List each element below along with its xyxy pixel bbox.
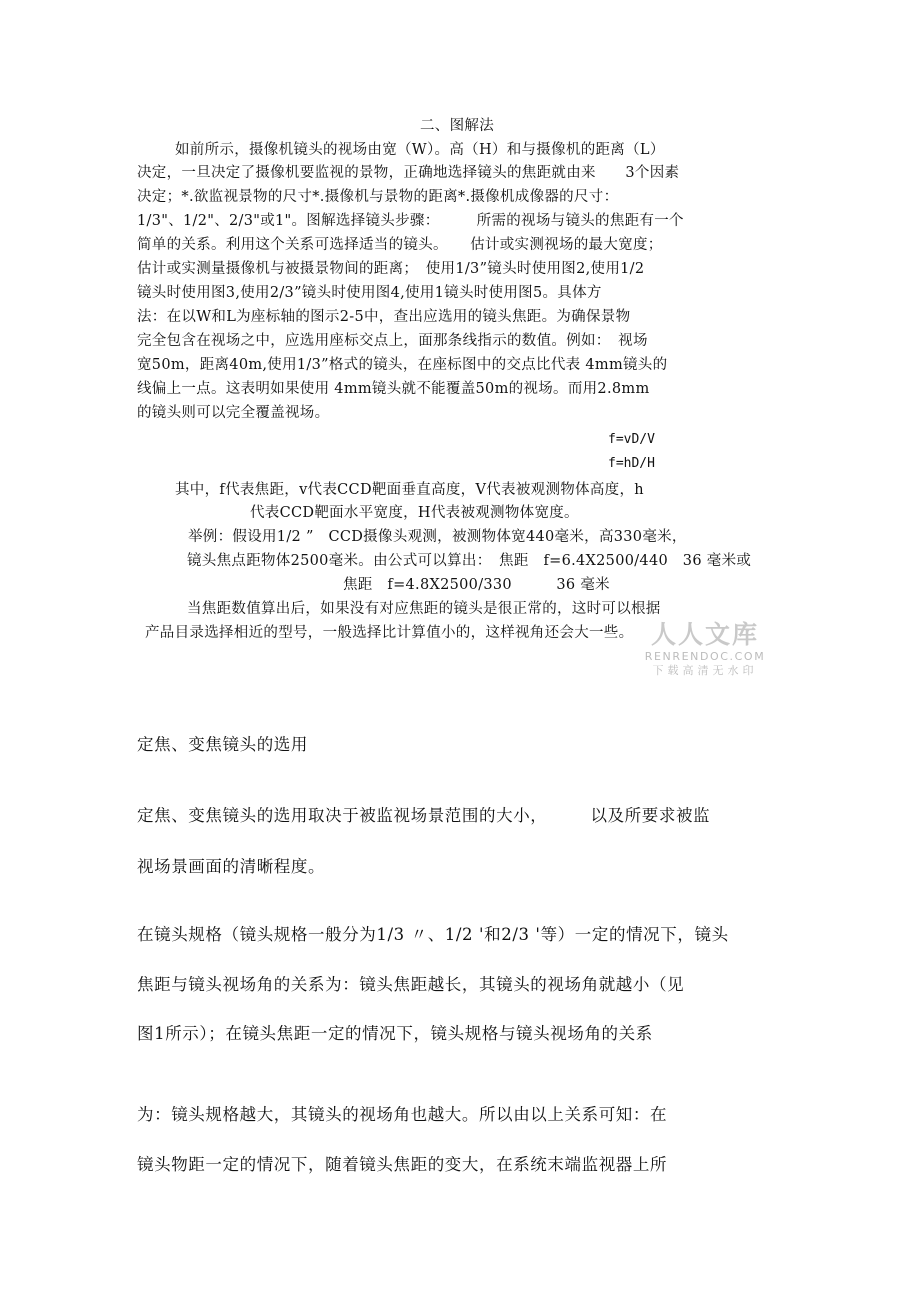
paragraph-line: 决定；*.欲监视景物的尺寸*.摄像机与景物的距离*.摄像机成像器的尺寸： [137, 189, 619, 205]
paragraph-line: 焦距与镜头视场角的关系为：镜头焦距越长，其镜头的视场角就越小（见 [137, 975, 685, 994]
paragraph-line: 宽50m，距离40m,使用1/3”格式的镜头，在座标图中的交点比代表 4mm镜头的 [137, 357, 668, 373]
example-line: 镜头焦点距物体2500毫米。由公式可以算出： 焦距 f=6.4X2500/440 36 毫米或 [187, 553, 752, 569]
example-line: 举例：假设用1/2 ” CCD摄像头观测，被测物体宽440毫米，高330毫米， [188, 529, 687, 545]
formula-horizontal: f=hD/H [608, 456, 655, 471]
paragraph-line: 决定，一旦决定了摄像机要监视的景物，正确地选择镜头的焦距就由来 3个因素 [137, 165, 680, 181]
watermark-tag: 下载高清无水印 [652, 664, 758, 677]
explanation-line: 代表CCD靶面水平宽度，H代表被观测物体宽度。 [250, 505, 579, 521]
paragraph-line: 图1所示）；在镜头焦距一定的情况下，镜头规格与镜头视场角的关系 [137, 1024, 653, 1043]
watermark-title: 人人文库 [650, 620, 759, 649]
paragraph-line: 如前所示，摄像机镜头的视场由宽（W）。高（H）和与摄像机的距离（L） [175, 142, 665, 158]
paragraph-line: 简单的关系。利用这个关系可选择适当的镜头。 估计或实测视场的最大宽度； [137, 237, 663, 253]
example-line: 焦距 f=4.8X2500/330 36 毫米 [343, 577, 610, 593]
paragraph-line: 视场景画面的清晰程度。 [137, 857, 326, 876]
paragraph-line: 为：镜头规格越大，其镜头的视场角也越大。所以由以上关系可知：在 [137, 1105, 668, 1124]
paragraph-line: 1/3"、1/2"、2/3"或1"。图解选择镜头步骤： 所需的视场与镜头的焦距有一个 [137, 213, 684, 229]
formula-vertical: f=vD/V [608, 432, 655, 447]
watermark [637, 620, 773, 678]
watermark-site: RENRENDOC.COM [644, 650, 766, 663]
paragraph-line: 镜头时使用图3,使用2/3”镜头时使用图4,使用1镜头时使用图5。具体方 [137, 285, 602, 301]
paragraph-line: 定焦、变焦镜头的选用取决于被监视场景范围的大小， 以及所要求被监 [137, 806, 711, 825]
paragraph-line: 线偏上一点。这表明如果使用 4mm镜头就不能覆盖50m的视场。而用2.8mm [137, 381, 650, 397]
note-line: 产品目录选择相近的型号，一般选择比计算值小的，这样视角还会大一些。 [145, 625, 634, 641]
paragraph-line: 完全包含在视场之中，应选用座标交点上，面那条线指示的数值。例如： 视场 [137, 333, 648, 349]
paragraph-line: 镜头物距一定的情况下，随着镜头焦距的变大，在系统末端监视器上所 [137, 1155, 668, 1174]
note-line: 当焦距数值算出后，如果没有对应焦距的镜头是很正常的，这时可以根据 [187, 601, 661, 617]
paragraph-line: 的镜头则可以完全覆盖视场。 [137, 405, 330, 421]
section-heading: 定焦、变焦镜头的选用 [137, 735, 308, 754]
explanation-line: 其中，f代表焦距，v代表CCD靶面垂直高度，V代表被观测物体高度，h [175, 482, 644, 498]
section-heading: 二、图解法 [420, 118, 494, 134]
paragraph-line: 估计或实测量摄像机与被摄景物间的距离； 使用1/3”镜头时使用图2,使用1/2 [137, 261, 645, 277]
paragraph-line: 在镜头规格（镜头规格一般分为1/3 〃、1/2 '和2/3 '等）一定的情况下，镜头 [137, 925, 729, 944]
paragraph-line: 法：在以W和L为座标轴的图示2-5中，查出应选用的镜头焦距。为确保景物 [137, 309, 631, 325]
